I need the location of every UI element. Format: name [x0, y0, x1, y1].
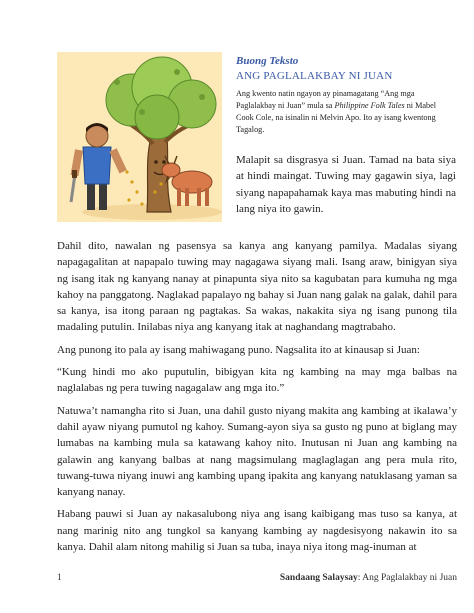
page-footer — [57, 573, 457, 587]
intro-text-part2: ni Mabel Cook Cole, na isinalin ni Melvin Apo. Ito ay isang kwentong Tagalog. — [236, 101, 437, 134]
section-label: Buong Teksto — [236, 55, 299, 67]
body-paragraph: Habang pauwi si Juan ay nakasalubong niya ang isang kaibigang mas tuso sa kanya, at nang marinig nito ang tungkol sa kanyang kambing ay nagdesisyong nakawin ito sa kanya. Dahil alam nitong mahilig si Juan sa tuba, inaya niya itong mag-inuman at — [57, 508, 457, 554]
page-number: 1 — [57, 573, 62, 583]
body-paragraph: “Kung hindi mo ako puputulin, bibigyan kita ng kambing na may mga balbas na naglalabas ng pera tuwing nagagalaw ang mga ito.” — [57, 366, 457, 395]
story-body — [57, 238, 457, 561]
body-paragraph: Natuwa’t namangha rito si Juan, una dahil gusto niyang makita ang kambing at ikalawa’y dahil ayaw niyang pumutol ng kahoy. Sumang-ayon siya sa gusto ng puno at biglang may lumabas na kambing mula sa katawang kahoy nito. Inutusan ni Juan ang kambing na galawin ang kanyang balbas at nang magsimulang maglaglagan ang pera mula rito, tuwang-tuwa niyang inuwi ang kambing upang ipakita ang kanyang natuklasang yaman sa kanyang nanay. — [57, 404, 457, 499]
opening-paragraph: Malapit sa disgrasya si Juan. Tamad na bata siya at hindi maingat. Tuwing may gagawin siya, lagi siyang napapahamak kaya mas mabuting hindi na lang niya ito gawin. — [236, 154, 456, 215]
source-title: Philippine Folk Tales — [334, 101, 405, 110]
intro-note — [236, 88, 451, 136]
footer-caption — [280, 573, 457, 583]
story-illustration — [57, 52, 222, 222]
footer-story-name: : Ang Paglalakbay ni Juan — [357, 573, 457, 583]
intro-text-part1: Ang kwento natin ngayon ay pinamagatang “Ang mga Paglalakbay ni Juan” mula sa — [236, 89, 415, 110]
body-paragraph: Dahil dito, nawalan ng pasensya sa kanya ang kanyang pamilya. Madalas siyang napagagalitan at napapalo tuwing may nagagawa siyang mali. Isang araw, binigyan siya ng isang itak ng kanyang nanay at pinapunta siya nito sa kagubatan para kumuha ng mga kahoy na panggatong. Naglakad papalayo ng bahay si Juan nang galak na galak, dahil para sa kanya, isa itong paraan ng pagtakas. Sa wakas, nakakita siya ng isang punong tila madaling putulin. Inilabas niya ang kanyang itak at naghandang magtrabaho. — [57, 240, 457, 334]
story-title: ANG PAGLALAKBAY NI JUAN — [236, 70, 393, 82]
footer-collection: Sandaang Salaysay — [279, 573, 358, 583]
body-paragraph: Ang punong ito pala ay isang mahiwagang puno. Nagsalita ito at kinausap si Juan: — [57, 343, 420, 356]
